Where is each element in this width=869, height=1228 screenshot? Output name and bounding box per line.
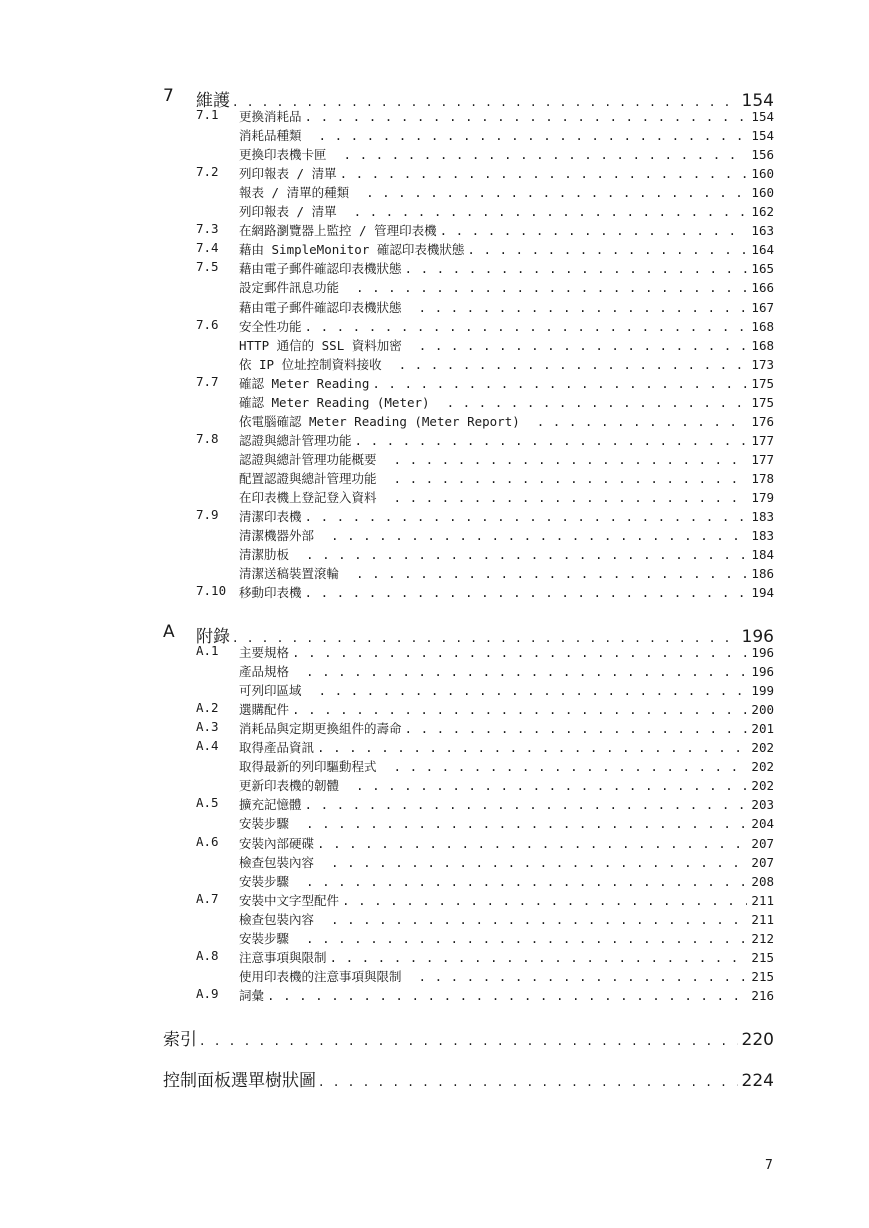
subsection-entry[interactable]	[239, 910, 774, 928]
section-entry[interactable]	[239, 738, 774, 756]
dot-leader	[419, 338, 748, 353]
page-ref: 177	[751, 451, 774, 467]
subsection-entry[interactable]	[239, 488, 774, 506]
page-ref: 211	[751, 911, 774, 927]
subsection-entry[interactable]	[239, 662, 774, 680]
page-ref: 224	[741, 1071, 774, 1091]
section-number: 7.7	[196, 373, 219, 389]
subsection-entry[interactable]	[239, 872, 774, 890]
dot-leader	[394, 452, 748, 467]
dot-leader	[305, 509, 748, 524]
page-ref: 179	[751, 490, 774, 505]
page-ref: 204	[751, 816, 774, 832]
dot-leader	[372, 376, 747, 391]
section-entry[interactable]	[239, 431, 774, 449]
subsection-entry[interactable]	[239, 545, 774, 563]
section-entry[interactable]	[239, 164, 774, 182]
page-ref: 160	[751, 185, 774, 201]
page-ref: 156	[751, 147, 774, 163]
dot-leader	[267, 988, 747, 1003]
dot-leader	[317, 836, 747, 851]
page-ref: 173	[751, 356, 774, 372]
dot-leader	[317, 740, 747, 755]
page-ref: 162	[751, 204, 774, 220]
entry-title: 安裝中文字型配件	[239, 892, 340, 908]
page-ref: 183	[751, 509, 774, 525]
page-ref: 196	[751, 664, 774, 680]
entry-title: 在網路瀏覽器上監控 / 管理印表機	[239, 223, 437, 239]
section-number: A.8	[196, 947, 219, 963]
section-entry[interactable]	[239, 891, 774, 909]
dot-leader	[306, 664, 747, 679]
entry-title: 索引	[163, 1030, 197, 1050]
page-ref: 178	[751, 470, 774, 486]
subsection-entry[interactable]	[239, 776, 774, 794]
page-ref: 208	[751, 873, 774, 889]
entry-title: 使用印表機的注意事項與限制	[239, 968, 402, 984]
entry-title: 安全性功能	[239, 318, 302, 334]
page-ref: 207	[751, 835, 774, 851]
section-entry[interactable]	[239, 583, 774, 601]
page-ref: 154	[751, 109, 774, 124]
section-entry[interactable]	[239, 107, 774, 125]
page-ref: 201	[751, 721, 774, 737]
entry-title: 消耗品種類	[239, 128, 302, 144]
page-ref: 199	[751, 683, 774, 699]
dot-leader	[355, 433, 748, 448]
entry-title: 安裝步驟	[239, 873, 290, 889]
dot-leader	[292, 702, 747, 717]
subsection-entry[interactable]	[239, 681, 774, 699]
page-ref: 164	[751, 242, 774, 258]
dot-leader	[305, 319, 748, 334]
page-ref: 167	[751, 299, 774, 315]
entry-title: 藉由 SimpleMonitor 確認印表機狀態	[239, 242, 465, 258]
subsection-entry[interactable]	[239, 450, 774, 468]
dot-leader	[342, 893, 747, 908]
dot-leader	[305, 585, 748, 600]
section-entry[interactable]	[239, 259, 774, 277]
dot-leader	[394, 759, 748, 774]
entry-title: 安裝內部硬碟	[239, 835, 315, 851]
dot-leader	[330, 950, 748, 965]
page-ref: 220	[741, 1030, 774, 1050]
dot-leader	[306, 931, 747, 946]
dot-leader	[331, 855, 747, 870]
section-number: 7.6	[196, 316, 219, 332]
dot-leader	[340, 166, 748, 181]
dot-leader	[319, 1074, 738, 1090]
entry-title: 取得最新的列印驅動程式	[239, 759, 377, 775]
section-number: 7.10	[196, 583, 227, 599]
section-number: 7.5	[196, 259, 219, 275]
dot-leader	[467, 242, 747, 257]
entry-title: 擴充記憶體	[239, 797, 302, 813]
page-number: 7	[765, 1158, 773, 1173]
section-number: A.4	[196, 738, 219, 754]
subsection-entry[interactable]	[239, 469, 774, 487]
page-ref: 154	[741, 91, 774, 111]
page-ref: 215	[751, 968, 774, 984]
page-ref: 186	[751, 566, 774, 582]
subsection-entry[interactable]	[239, 126, 774, 144]
section-entry[interactable]	[239, 986, 774, 1004]
entry-title: 檢查包裝內容	[239, 854, 315, 870]
dot-leader	[440, 223, 748, 238]
dot-leader	[344, 147, 748, 162]
page-ref: 176	[751, 413, 774, 429]
section-entry[interactable]	[239, 834, 774, 852]
subsection-entry[interactable]	[239, 929, 774, 947]
subsection-entry[interactable]	[239, 757, 774, 775]
dot-leader	[306, 874, 747, 889]
entry-title: 詞彙	[239, 987, 265, 1003]
entry-title: 產品規格	[239, 664, 290, 680]
page-ref: 212	[751, 930, 774, 946]
entry-title: 安裝步驟	[239, 930, 290, 946]
section-number: 7.3	[196, 221, 219, 237]
page-ref: 200	[751, 702, 774, 718]
dot-leader	[405, 261, 748, 276]
entry-title: 可列印區域	[239, 683, 302, 699]
entry-title: 認證與總計管理功能概要	[239, 451, 377, 467]
section-number: A.3	[196, 719, 219, 735]
entry-title: 在印表機上登記登入資料	[239, 490, 377, 505]
subsection-entry[interactable]	[239, 183, 774, 201]
dot-leader	[319, 128, 748, 143]
section-entry[interactable]	[239, 374, 774, 392]
section-number: 7.1	[196, 107, 219, 122]
entry-title: 藉由電子郵件確認印表機狀態	[239, 299, 402, 315]
page-ref: 184	[751, 547, 774, 563]
page-ref: 196	[741, 627, 774, 647]
section-entry[interactable]	[239, 643, 774, 661]
subsection-entry[interactable]	[239, 526, 774, 544]
page-ref: 202	[751, 759, 774, 775]
section-number: A.1	[196, 643, 219, 658]
page-ref: 216	[751, 987, 774, 1003]
entry-title: 安裝步驟	[239, 816, 290, 832]
entry-title: 確認 Meter Reading (Meter)	[239, 394, 430, 410]
dot-leader	[405, 721, 748, 736]
section-number: 7.4	[196, 240, 219, 256]
entry-title: 選購配件	[239, 702, 290, 718]
page-ref: 168	[751, 337, 774, 353]
dot-leader	[366, 185, 747, 200]
index-entry[interactable]	[163, 1025, 774, 1050]
entry-title: 更換消耗品	[239, 109, 302, 124]
entry-title: 取得產品資訊	[239, 740, 315, 756]
entry-title: 清潔送稿裝置滾輪	[239, 566, 340, 582]
section-number: 7.2	[196, 164, 219, 180]
section-entry[interactable]	[239, 240, 774, 258]
page-ref: 194	[751, 585, 774, 601]
page-ref: 177	[751, 432, 774, 448]
section-entry[interactable]	[239, 948, 774, 966]
entry-title: 主要規格	[239, 645, 290, 660]
entry-title: 清潔機器外部	[239, 528, 315, 544]
dot-leader	[306, 816, 747, 831]
entry-title: 更換印表機卡匣	[239, 147, 327, 163]
page-ref: 183	[751, 528, 774, 544]
entry-title: 注意事項與限制	[239, 949, 327, 965]
page-ref: 168	[751, 318, 774, 334]
page-ref: 175	[751, 375, 774, 391]
entry-title: 控制面板選單樹狀圖	[163, 1071, 316, 1091]
page-ref: 202	[751, 778, 774, 794]
subsection-entry[interactable]	[239, 412, 774, 430]
page-ref: 215	[751, 949, 774, 965]
entry-title: 認證與總計管理功能	[239, 432, 352, 448]
entry-title: 檢查包裝內容	[239, 911, 315, 927]
entry-title: 維護	[196, 91, 230, 111]
subsection-entry[interactable]	[239, 853, 774, 871]
subsection-entry[interactable]	[239, 278, 774, 296]
subsection-entry[interactable]	[239, 814, 774, 832]
section-number: A.2	[196, 700, 219, 716]
dot-leader	[394, 490, 748, 505]
entry-title: 更新印表機的韌體	[239, 778, 340, 794]
page-ref: 165	[751, 261, 774, 277]
section-entry[interactable]	[239, 317, 774, 335]
dot-leader	[305, 797, 748, 812]
subsection-entry[interactable]	[239, 202, 774, 220]
page-ref: 196	[751, 645, 774, 660]
section-number: 7.9	[196, 507, 219, 523]
dot-leader	[306, 547, 747, 562]
entry-title: 報表 / 清單的種類	[239, 185, 350, 201]
dot-leader	[356, 778, 747, 793]
entry-title: HTTP 通信的 SSL 資料加密	[239, 337, 402, 353]
entry-title: 依電腦確認 Meter Reading (Meter Report)	[239, 413, 520, 429]
subsection-entry[interactable]	[239, 393, 774, 411]
section-number: A.9	[196, 985, 219, 1001]
dot-leader	[356, 280, 747, 295]
page-ref: 207	[751, 854, 774, 870]
entry-title: 設定郵件訊息功能	[239, 280, 340, 296]
section-number: A.6	[196, 833, 219, 849]
dot-leader	[319, 683, 748, 698]
entry-title: 附錄	[196, 627, 230, 647]
page-ref: 211	[751, 892, 774, 908]
dot-leader	[200, 1033, 738, 1049]
entry-title: 藉由電子郵件確認印表機狀態	[239, 261, 402, 277]
page-ref: 202	[751, 740, 774, 756]
dot-leader	[419, 300, 748, 315]
dot-leader	[292, 645, 747, 660]
entry-title: 列印報表 / 清單	[239, 204, 337, 220]
subsection-entry[interactable]	[239, 298, 774, 316]
entry-title: 配置認證與總計管理功能	[239, 470, 377, 486]
dot-leader	[331, 912, 747, 927]
subsection-entry[interactable]	[239, 355, 774, 373]
chapter-number: A	[163, 622, 175, 642]
dot-leader	[447, 395, 748, 410]
dot-leader	[305, 109, 748, 124]
entry-title: 清潔肋板	[239, 547, 290, 563]
dot-leader	[354, 204, 748, 219]
subsection-entry[interactable]	[239, 145, 774, 163]
dot-leader	[331, 528, 747, 543]
section-entry[interactable]	[239, 507, 774, 525]
menu-tree-entry[interactable]	[163, 1066, 774, 1091]
subsection-entry[interactable]	[239, 967, 774, 985]
page-ref: 203	[751, 797, 774, 813]
entry-title: 列印報表 / 清單	[239, 166, 337, 182]
subsection-entry[interactable]	[239, 336, 774, 354]
section-entry[interactable]	[239, 700, 774, 718]
entry-title: 依 IP 位址控制資料接收	[239, 356, 382, 372]
section-entry[interactable]	[239, 795, 774, 813]
subsection-entry[interactable]	[239, 564, 774, 582]
page-ref: 154	[751, 128, 774, 144]
entry-title: 清潔印表機	[239, 509, 302, 525]
section-entry[interactable]	[239, 221, 774, 239]
dot-leader	[399, 357, 748, 372]
page-ref: 163	[751, 223, 774, 239]
page-ref: 166	[751, 280, 774, 296]
entry-title: 移動印表機	[239, 585, 302, 601]
section-entry[interactable]	[239, 719, 774, 737]
dot-leader	[419, 969, 748, 984]
section-number: A.7	[196, 890, 219, 906]
entry-title: 確認 Meter Reading	[239, 375, 370, 391]
page-ref: 175	[751, 394, 774, 410]
dot-leader	[356, 566, 747, 581]
dot-leader	[537, 414, 748, 429]
entry-title: 消耗品與定期更換組件的壽命	[239, 721, 402, 737]
dot-leader	[394, 471, 748, 486]
chapter-number: 7	[163, 86, 174, 106]
section-number: A.5	[196, 795, 219, 811]
page-ref: 160	[751, 166, 774, 182]
section-number: 7.8	[196, 430, 219, 446]
